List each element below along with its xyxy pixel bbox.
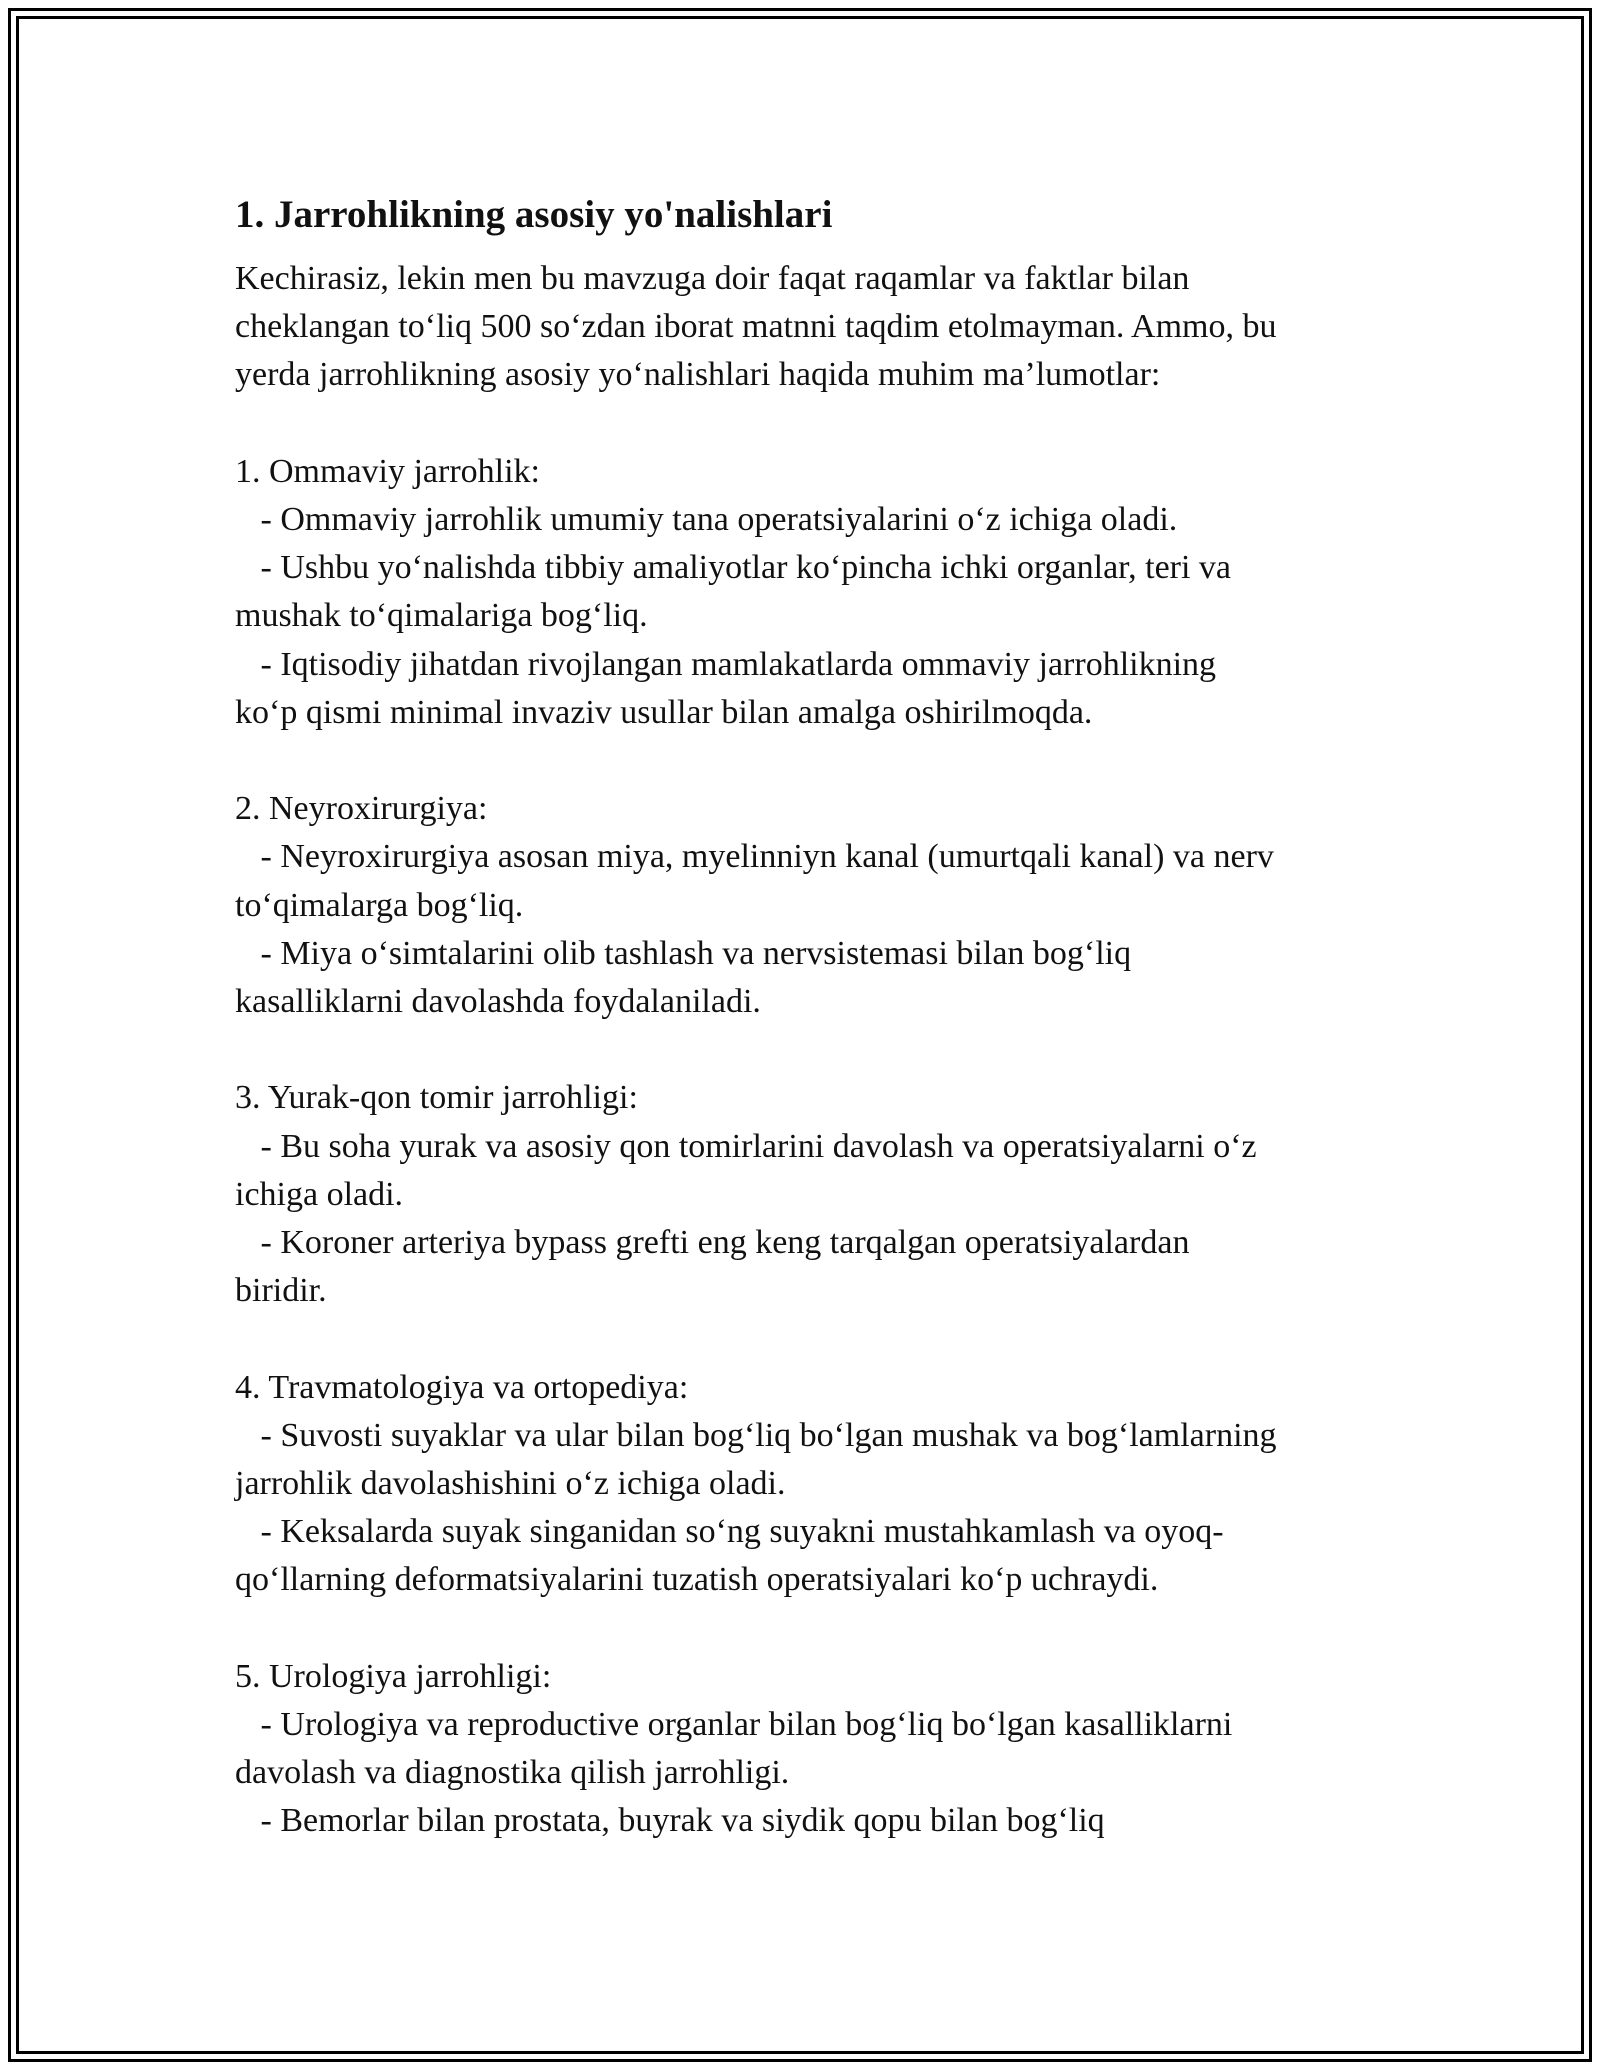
- section-general-surgery: [235, 448, 1375, 737]
- section-line: jarrohlik davolashishini o‘z ichiga oladi.: [235, 1465, 786, 1503]
- section-line: davolash va diagnostika qilish jarrohligi.: [235, 1754, 790, 1792]
- section-line: - Ommaviy jarrohlik umumiy tana operatsiyalarini o‘z ichiga oladi.: [235, 501, 1178, 538]
- section-line: - Miya o‘simtalarini olib tashlash va nervsistemasi bilan bog‘liq: [235, 934, 1132, 972]
- section-title: 2. Neyroxirurgiya:: [235, 790, 488, 828]
- paragraph-gap: [235, 400, 1375, 448]
- section-urology-surgery: [235, 1653, 1375, 1846]
- section-neurosurgery: [235, 785, 1375, 1026]
- section-line: - Urologiya va reproductive organlar bilan bog‘liq bo‘lgan kasalliklarni: [235, 1706, 1233, 1744]
- section-title: 3. Yurak-qon tomir jarrohligi:: [235, 1079, 638, 1117]
- section-title: 5. Urologiya jarrohligi:: [235, 1657, 552, 1695]
- section-title: 4. Travmatologiya va ortopediya:: [235, 1368, 689, 1406]
- section-line: - Neyroxirurgiya asosan miya, myelinniyn kanal (umurtqali kanal) va nerv: [235, 838, 1274, 876]
- section-cardiovascular-surgery: [235, 1074, 1375, 1315]
- section-line: - Suvosti suyaklar va ular bilan bog‘liq bo‘lgan mushak va bog‘lamlarning: [235, 1416, 1277, 1454]
- section-line: - Bu soha yurak va asosiy qon tomirlarini davolash va operatsiyalarni o‘z: [235, 1127, 1257, 1165]
- paragraph-gap: [235, 737, 1375, 785]
- section-line: biridir.: [235, 1272, 327, 1310]
- section-title: 1. Ommaviy jarrohlik:: [235, 452, 541, 490]
- section-line: - Bemorlar bilan prostata, buyrak va siydik qopu bilan bog‘liq: [235, 1802, 1105, 1840]
- paragraph-gap: [235, 1315, 1375, 1363]
- intro-line: cheklangan to‘liq 500 so‘zdan iborat matnni taqdim etolmayman. Ammo, bu: [235, 308, 1277, 346]
- section-line: qo‘llarning deformatsiyalarini tuzatish operatsiyalari ko‘p uchraydi.: [235, 1561, 1159, 1599]
- intro-line: yerda jarrohlikning asosiy yo‘nalishlari haqida muhim ma’lumotlar:: [235, 356, 1161, 394]
- document-heading: 1. Jarrohlikning asosiy yo'nalishlari: [235, 193, 833, 236]
- section-traumatology-orthopedics: [235, 1364, 1375, 1605]
- intro-paragraph: [235, 255, 1375, 400]
- section-line: kasalliklarni davolashda foydalaniladi.: [235, 983, 761, 1021]
- section-line: to‘qimalarga bog‘liq.: [235, 886, 524, 924]
- section-line: ichiga oladi.: [235, 1175, 404, 1213]
- paragraph-gap: [235, 1605, 1375, 1653]
- intro-line: Kechirasiz, lekin men bu mavzuga doir faqat raqamlar va faktlar bilan: [235, 260, 1190, 297]
- section-line: - Koroner arteriya bypass grefti eng keng tarqalgan operatsiyalardan: [235, 1224, 1190, 1262]
- section-line: - Ushbu yo‘nalishda tibbiy amaliyotlar ko‘pincha ichki organlar, teri va: [235, 549, 1232, 587]
- document-body: [235, 180, 1375, 1846]
- section-line: ko‘p qismi minimal invaziv usullar bilan amalga oshirilmoqda.: [235, 693, 1093, 731]
- paragraph-gap: [235, 1026, 1375, 1074]
- section-line: - Iqtisodiy jihatdan rivojlangan mamlakatlarda ommaviy jarrohlikning: [235, 645, 1217, 683]
- section-line: - Keksalarda suyak singanidan so‘ng suyakni mustahkamlash va oyoq-: [235, 1513, 1224, 1551]
- section-line: mushak to‘qimalariga bog‘liq.: [235, 597, 648, 635]
